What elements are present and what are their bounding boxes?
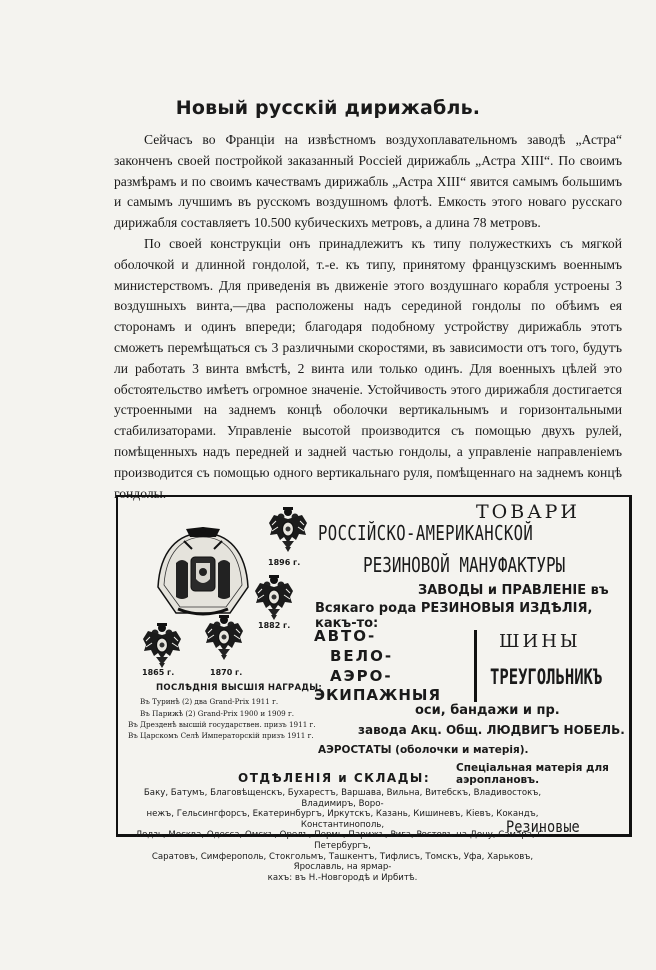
vehicle-type-auto: АВТО- (314, 627, 377, 645)
cities-list (130, 788, 555, 883)
factory-line: завода Акц. Общ. ЛЮДВИГЪ НОБЕЛЬ. (358, 723, 625, 737)
medal-year-1865: 1865 г. (142, 668, 175, 677)
cities-line-2: нежъ, Гельсингфорсъ, Екатеринбургъ, Иркутскъ, Казань, Кишиневъ, Кіевъ, Кокандъ, Константинополь, (146, 809, 539, 830)
medal-year-1882: 1882 г. (258, 621, 291, 630)
plants-line: ЗАВОДЫ и ПРАВЛЕНІЕ въ (418, 583, 609, 598)
medal-year-1870: 1870 г. (210, 668, 243, 677)
company-name-line-2: РЕЗИНОВОЙ МАНУФАКТУРЫ (363, 553, 566, 577)
company-name-line-1: РОССІЙСКО-АМЕРИКАНСКОЙ (318, 521, 534, 545)
coat-of-arms-icon (148, 527, 258, 619)
cities-line-3: Лодзь, Москва, Одесса, Омскъ, Орелъ, Пермь, Парижъ, Рига, Ростовъ-на-Дону, Самара, С.-Петербургъ, (135, 830, 550, 851)
advertisement-frame (116, 495, 632, 883)
article-body (114, 130, 622, 504)
aerostats-line: АЭРОСТАТЫ (оболочки и матерія). (318, 744, 529, 756)
vehicle-type-carriage: ЭКИПАЖНЫЯ (314, 686, 441, 704)
vehicle-type-velo: ВЕЛО- (330, 647, 394, 665)
medal-1896-icon (268, 507, 308, 553)
award-line-3: Въ Дрезденѣ высшій государствен. призъ 1911 г. (128, 720, 316, 729)
article-paragraph-1: Сейчасъ во Франціи на извѣстномъ воздухоплавательномъ заводѣ „Астра“ законченъ своей постройкой заказанный Россіей дирижабль „Астра XIII“. По своимъ размѣрамъ и по своимъ качествамъ дирижабль „Астра XIII“ явится самымъ большимъ и самымъ лучшимъ въ русскомъ воздушномъ флотѣ. Емкость этого новаго русскаго дирижабля составляетъ 10.500 кубическихъ метровъ, а длина 78 метровъ. (114, 132, 622, 231)
footer-word: Резиновые (506, 817, 580, 836)
vehicle-type-aero: АЭРО- (330, 667, 393, 685)
tires-label: ШИНЫ (499, 631, 581, 652)
award-line-4: Въ Царскомъ Селѣ Императорскій призъ 1911 г. (128, 731, 314, 740)
brand-name: ТРЕУГОЛЬНИКЪ (490, 665, 603, 689)
cities-line-1: Баку, Батумъ, Благовѣщенскъ, Бухарестъ, Варшава, Вильна, Витебскъ, Владивостокъ, Владимиръ, Воро- (143, 788, 542, 809)
award-line-2: Въ Парижѣ (2) Grand-Prix 1900 и 1909 г. (140, 709, 295, 718)
ad-heading: ТОВАРИ (476, 501, 580, 523)
medal-1882-icon (254, 575, 294, 621)
article-paragraph-2: По своей конструкціи онъ принадлежитъ къ типу полужесткихъ съ мягкой оболочкой и длинной гондолой, т.-е. къ типу, принятому французскимъ военнымъ министерствомъ. Для приведенія въ движеніе этого воздушнаго корабля устроены 3 воздушныхъ винта,—два расположены надъ серединой гондолы по обѣимъ ея сторонамъ и одинъ впереди; благодаря подобному устройству дирижабль этотъ сможетъ перемѣщаться съ 3 различными скоростями, въ зависимости отъ того, будутъ ли работать 3 винта вмѣстѣ, 2 винта или только одинъ. Для военныхъ цѣлей это обстоятельство имѣетъ огромное значеніе. Устойчивость этого дирижабля достигается устроенными на заднемъ концѣ оболочки вертикальнымъ и горизонтальными стабилизаторами. Управленіе высотой производится съ помощью двухъ рулей, помѣщенныхъ надъ передней и задней частью гондолы, а управленіе направленіемъ производится съ помощью одного вертикальнаго руля, помѣщеннаго на заднемъ концѣ гондолы. (114, 235, 622, 501)
products-line: Всякаго рода РЕЗИНОВЫЯ ИЗДѢЛІЯ, какъ-то: (315, 601, 593, 631)
cities-line-4: Саратовъ, Симферополь, Стокгольмъ, Ташкентъ, Тифлисъ, Томскъ, Уфа, Харьковъ, Ярославль, на ярмар- (151, 851, 534, 873)
cities-line-5: кахъ: въ Н.-Новгородѣ и Ирбитѣ. (267, 872, 418, 883)
branches-title: ОТДѢЛЕНІЯ и СКЛАДЫ: (238, 771, 431, 785)
axles-line: оси, бандажи и пр. (415, 703, 560, 718)
bracket-divider (474, 630, 477, 702)
medal-1865-icon (142, 623, 182, 669)
special-material-line: Спеціальная матерія для аэроплановъ. (456, 762, 609, 786)
award-line-1: Въ Туринѣ (2) два Grand-Prix 1911 г. (140, 697, 279, 706)
medal-1870-icon (204, 615, 244, 661)
medal-year-1896: 1896 г. (268, 558, 301, 567)
article-title: Новый русскій дирижабль. (175, 97, 481, 119)
awards-title: ПОСЛѢДНІЯ ВЫСШІЯ НАГРАДЫ: (156, 683, 323, 693)
